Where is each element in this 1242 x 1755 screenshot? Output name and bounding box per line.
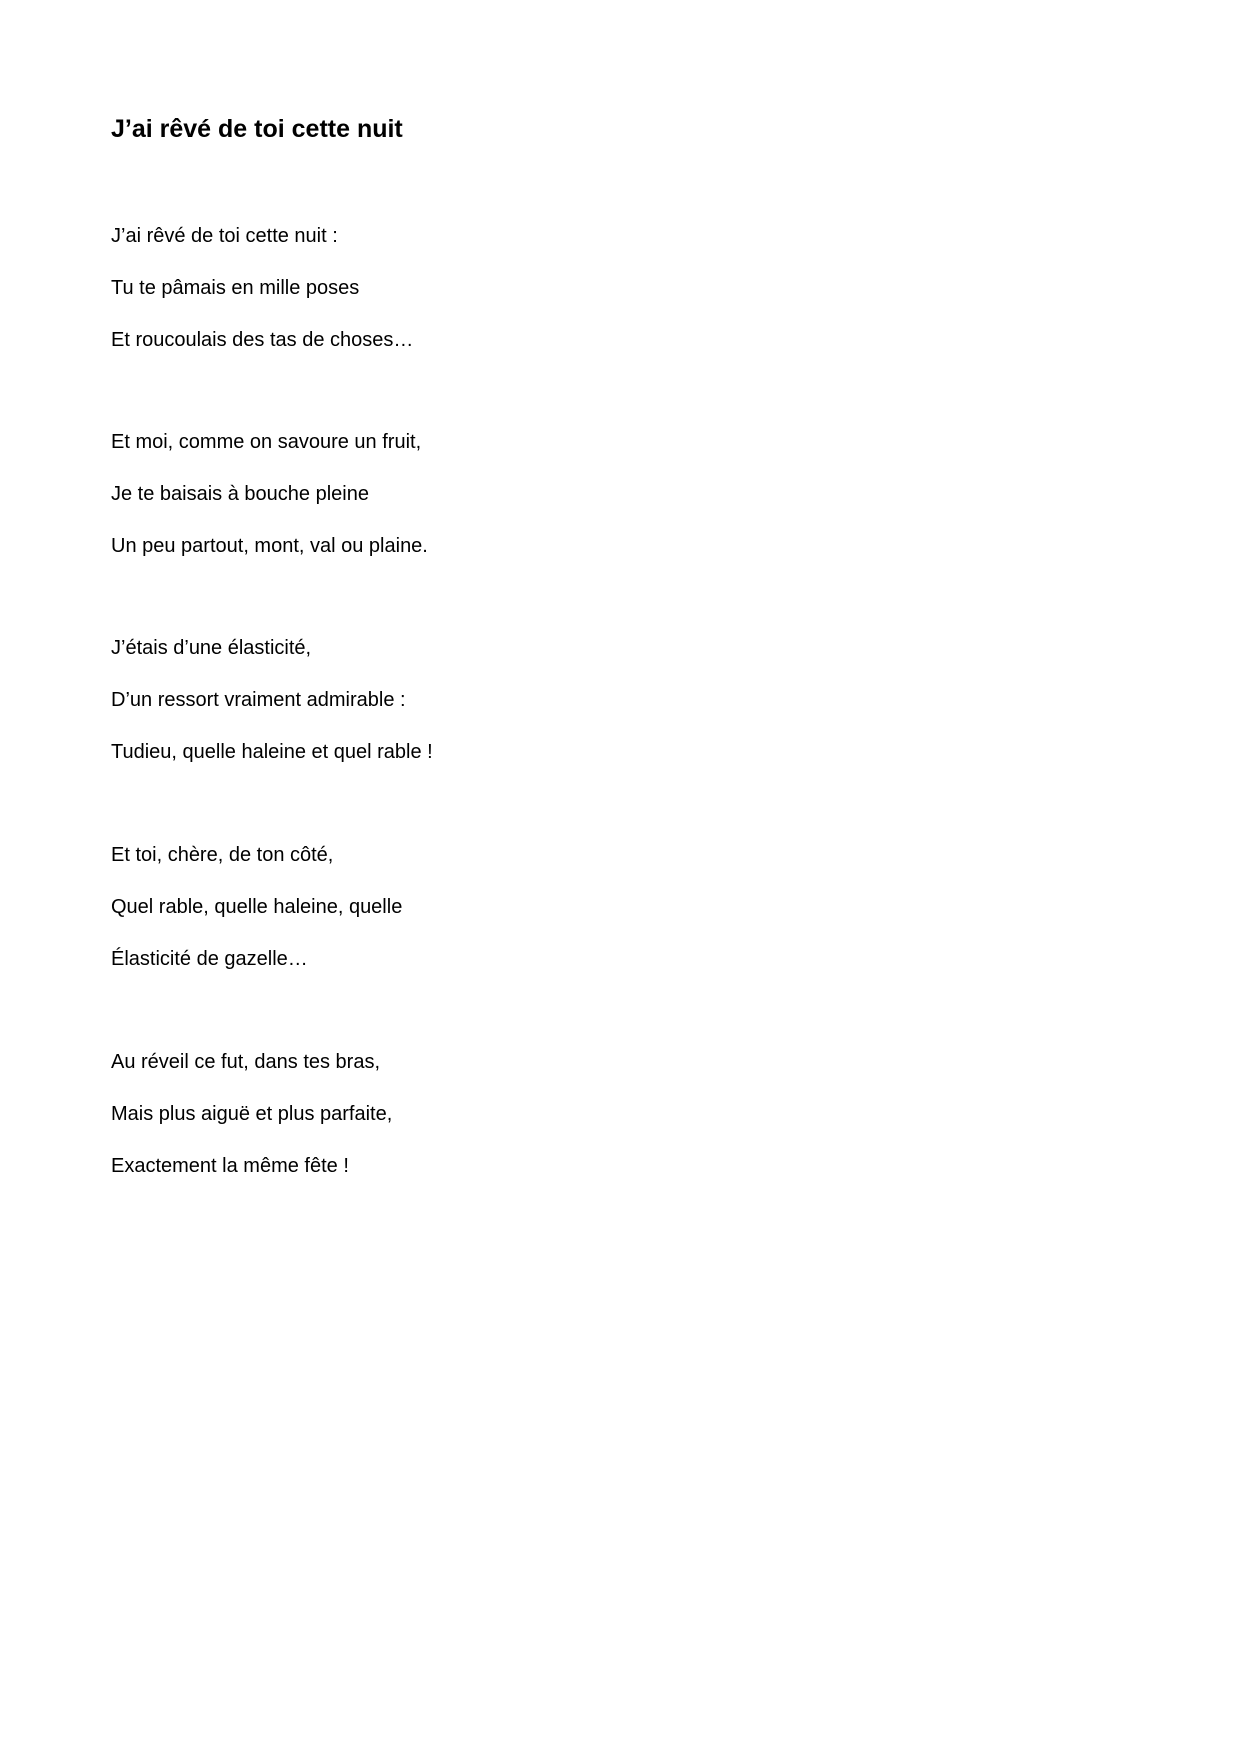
poem-line: D’un ressort vraiment admirable :: [111, 689, 406, 711]
poem-line: Je te baisais à bouche pleine: [111, 483, 369, 505]
poem-line: J’étais d’une élasticité,: [111, 637, 312, 659]
poem-line: Tu te pâmais en mille poses: [111, 277, 360, 299]
poem-line: J’ai rêvé de toi cette nuit :: [111, 225, 338, 247]
poem-line: Un peu partout, mont, val ou plaine.: [111, 535, 428, 557]
poem-line: Exactement la même fête !: [111, 1155, 349, 1177]
poem-title: J’ai rêvé de toi cette nuit: [111, 115, 403, 143]
poem-line: Et roucoulais des tas de choses…: [111, 329, 414, 351]
poem-line: Tudieu, quelle haleine et quel rable !: [111, 741, 433, 763]
poem-line: Élasticité de gazelle…: [111, 948, 308, 970]
poem-line: Mais plus aiguë et plus parfaite,: [111, 1103, 393, 1125]
poem-line: Et moi, comme on savoure un fruit,: [111, 431, 422, 453]
poem-line: Quel rable, quelle haleine, quelle: [111, 896, 403, 918]
poem-line: Et toi, chère, de ton côté,: [111, 844, 334, 866]
poem-line: Au réveil ce fut, dans tes bras,: [111, 1051, 381, 1073]
